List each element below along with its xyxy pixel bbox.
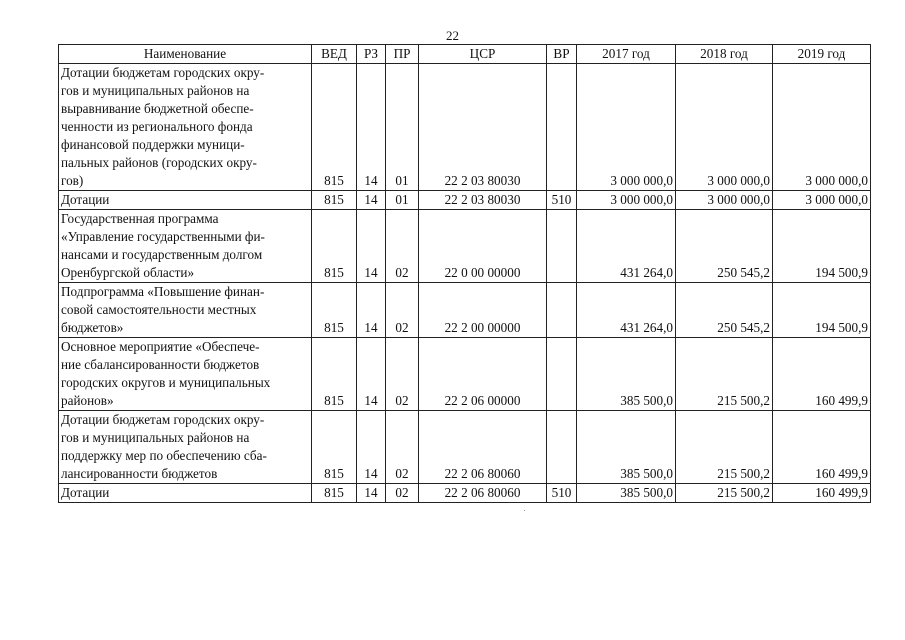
table-header [59,45,871,64]
table-row [59,411,871,484]
cell-2019: 160 499,9 [773,411,871,484]
cell-2018: 250 545,2 [676,210,773,283]
header-ved: ВЕД [312,45,357,64]
cell-2018: 215 500,2 [676,411,773,484]
cell-rz: 14 [357,338,386,411]
cell-name [59,283,312,338]
name-line: финансовой поддержки муници- [61,137,245,152]
cell-2018: 3 000 000,0 [676,191,773,210]
name-line: ние сбалансированности бюджетов [61,357,260,372]
name-line: городских округов и муниципальных [61,375,271,390]
budget-table [58,44,871,503]
cell-ved: 815 [312,338,357,411]
header-vr: ВР [547,45,577,64]
name-line: Дотации [61,485,110,500]
cell-rz: 14 [357,411,386,484]
cell-name [59,338,312,411]
cell-2018: 215 500,2 [676,484,773,503]
cell-rz: 14 [357,191,386,210]
name-line: бюджетов» [61,320,124,335]
header-pr: ПР [386,45,419,64]
cell-csr: 22 2 03 80030 [419,191,547,210]
name-line: Основное мероприятие «Обеспече- [61,339,260,354]
table-row [59,64,871,191]
scan-speck [524,510,525,511]
cell-pr: 01 [386,64,419,191]
cell-2019: 194 500,9 [773,283,871,338]
cell-2017: 385 500,0 [577,484,676,503]
table-row [59,484,871,503]
cell-name [59,64,312,191]
cell-pr: 01 [386,191,419,210]
cell-2017: 431 264,0 [577,210,676,283]
header-2019: 2019 год [773,45,871,64]
cell-2017: 431 264,0 [577,283,676,338]
cell-pr: 02 [386,283,419,338]
name-line: гов и муниципальных районов на [61,83,250,98]
header-name: Наименование [59,45,312,64]
cell-2018: 250 545,2 [676,283,773,338]
cell-ved: 815 [312,64,357,191]
name-line: Государственная программа [61,211,219,226]
cell-vr [547,210,577,283]
cell-2019: 194 500,9 [773,210,871,283]
cell-2017: 3 000 000,0 [577,191,676,210]
cell-ved: 815 [312,283,357,338]
cell-2019: 3 000 000,0 [773,64,871,191]
cell-rz: 14 [357,210,386,283]
cell-ved: 815 [312,411,357,484]
cell-vr: 510 [547,191,577,210]
cell-vr [547,283,577,338]
name-line: Подпрограмма «Повышение финан- [61,284,265,299]
cell-name [59,411,312,484]
cell-2017: 385 500,0 [577,411,676,484]
name-line: «Управление государственными фи- [61,229,265,244]
cell-pr: 02 [386,484,419,503]
name-line: лансированности бюджетов [61,466,218,481]
table-row [59,338,871,411]
cell-rz: 14 [357,283,386,338]
cell-pr: 02 [386,411,419,484]
page-number: 22 [446,28,459,43]
cell-2019: 160 499,9 [773,484,871,503]
cell-vr [547,338,577,411]
cell-csr: 22 2 06 80060 [419,411,547,484]
table-row [59,191,871,210]
cell-csr: 22 2 03 80030 [419,64,547,191]
cell-2017: 3 000 000,0 [577,64,676,191]
cell-csr: 22 2 06 00000 [419,338,547,411]
name-line: выравнивание бюджетной обеспе- [61,101,254,116]
cell-csr: 22 0 00 00000 [419,210,547,283]
name-line: гов и муниципальных районов на [61,430,250,445]
cell-csr: 22 2 00 00000 [419,283,547,338]
table-body [59,64,871,503]
name-line: Дотации бюджетам городских окру- [61,65,265,80]
name-line: Оренбургской области» [61,265,195,280]
cell-2017: 385 500,0 [577,338,676,411]
cell-ved: 815 [312,191,357,210]
cell-2019: 160 499,9 [773,338,871,411]
cell-ved: 815 [312,210,357,283]
header-2017: 2017 год [577,45,676,64]
cell-2019: 3 000 000,0 [773,191,871,210]
cell-vr: 510 [547,484,577,503]
cell-csr: 22 2 06 80060 [419,484,547,503]
header-2018: 2018 год [676,45,773,64]
table-row [59,210,871,283]
name-line: нансами и государственным долгом [61,247,263,262]
name-line: пальных районов (городских окру- [61,155,257,170]
cell-vr [547,64,577,191]
name-line: совой самостоятельности местных [61,302,257,317]
name-line: Дотации [61,192,110,207]
cell-name [59,210,312,283]
name-line: ченности из регионального фонда [61,119,253,134]
cell-name [59,191,312,210]
cell-2018: 215 500,2 [676,338,773,411]
cell-pr: 02 [386,338,419,411]
cell-2018: 3 000 000,0 [676,64,773,191]
cell-ved: 815 [312,484,357,503]
cell-name [59,484,312,503]
header-csr: ЦСР [419,45,547,64]
name-line: районов» [61,393,114,408]
cell-pr: 02 [386,210,419,283]
name-line: Дотации бюджетам городских окру- [61,412,265,427]
name-line: гов) [61,173,84,188]
header-rz: РЗ [357,45,386,64]
name-line: поддержку мер по обеспечению сба- [61,448,267,463]
cell-vr [547,411,577,484]
cell-rz: 14 [357,64,386,191]
table-row [59,283,871,338]
cell-rz: 14 [357,484,386,503]
